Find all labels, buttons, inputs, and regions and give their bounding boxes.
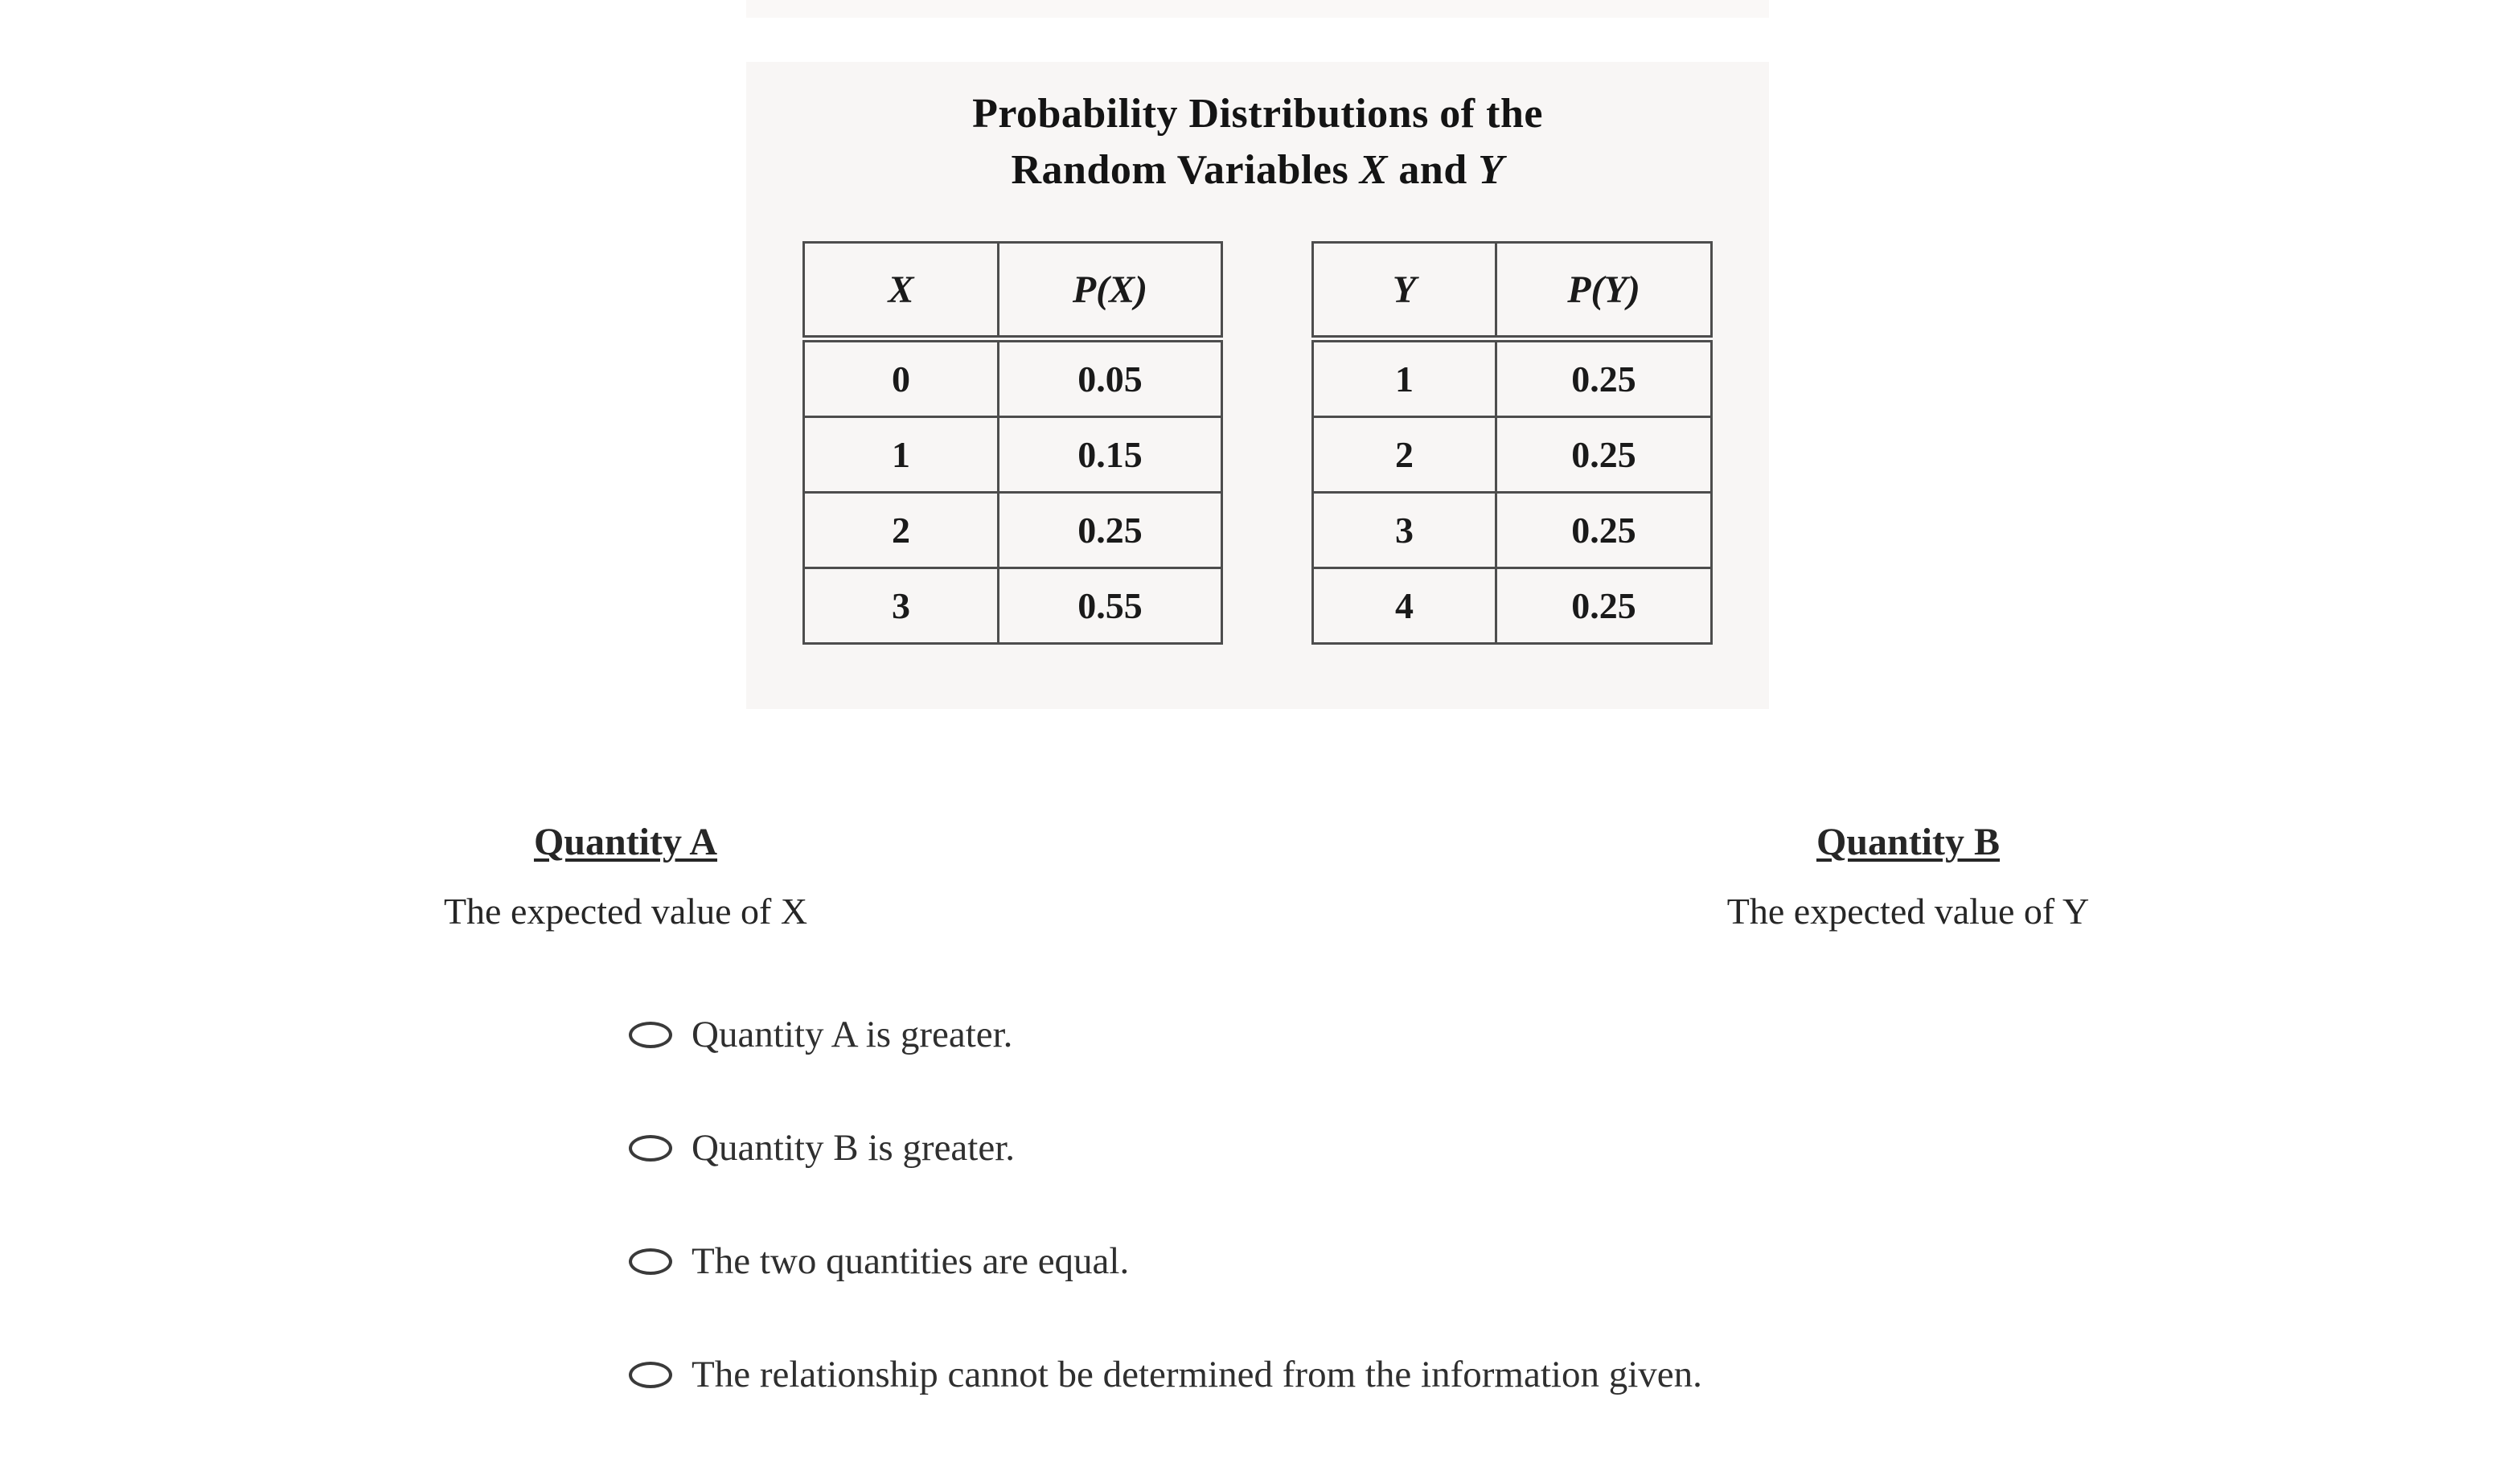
table-row xyxy=(804,339,1222,417)
y-distribution-table xyxy=(1311,241,1713,645)
radio-button[interactable] xyxy=(629,1362,672,1388)
table-header-row xyxy=(804,243,1222,339)
option-label: Quantity B is greater. xyxy=(692,1127,1016,1169)
quantity-a-block xyxy=(408,820,843,932)
table-cell: 1 xyxy=(1313,339,1496,417)
table-cell: 0.55 xyxy=(999,568,1222,644)
table-header-row xyxy=(1313,243,1712,339)
previous-image-bottom-edge xyxy=(746,0,1769,18)
table-cell: 2 xyxy=(1313,417,1496,493)
distribution-tables xyxy=(746,241,1769,645)
quantity-a-label: Quantity A xyxy=(533,821,718,863)
stimulus-title xyxy=(746,86,1769,199)
title-text-part: Random Variables xyxy=(1011,147,1360,193)
stimulus-image xyxy=(746,62,1769,709)
option-label: Quantity A is greater. xyxy=(692,1014,1013,1055)
table-row xyxy=(1313,568,1712,644)
title-text-part: and xyxy=(1387,147,1479,193)
table-row xyxy=(804,493,1222,568)
option-quantity-b-greater[interactable] xyxy=(629,1125,1015,1170)
px-header-cell: P(X) xyxy=(999,243,1222,339)
stimulus-title-line1: Probability Distributions of the xyxy=(972,91,1543,137)
quantity-b-label: Quantity B xyxy=(1816,821,2001,863)
table-cell: 0.25 xyxy=(1496,493,1712,568)
quantity-b-block xyxy=(1691,820,2125,932)
table-cell: 0.15 xyxy=(999,417,1222,493)
quantity-a-description: The expected value of X xyxy=(443,891,808,932)
table-cell: 0 xyxy=(804,339,999,417)
stimulus-title-line2 xyxy=(746,142,1769,199)
title-variable-x: X xyxy=(1359,147,1388,193)
quantity-b-description: The expected value of Y xyxy=(1726,891,2090,932)
table-cell: 2 xyxy=(804,493,999,568)
table-cell: 0.25 xyxy=(1496,568,1712,644)
table-row xyxy=(1313,417,1712,493)
table-row xyxy=(1313,339,1712,417)
table-cell: 0.25 xyxy=(1496,339,1712,417)
table-cell: 3 xyxy=(804,568,999,644)
option-label: The relationship cannot be determined from the information given. xyxy=(692,1354,1702,1395)
option-quantity-a-greater[interactable] xyxy=(629,1012,1012,1057)
title-variable-y: Y xyxy=(1478,147,1504,193)
table-row xyxy=(1313,493,1712,568)
table-cell: 0.25 xyxy=(999,493,1222,568)
table-cell: 3 xyxy=(1313,493,1496,568)
table-row xyxy=(804,568,1222,644)
y-header-cell: Y xyxy=(1313,243,1496,339)
table-cell: 0.05 xyxy=(999,339,1222,417)
x-distribution-table xyxy=(802,241,1223,645)
option-quantities-equal[interactable] xyxy=(629,1239,1129,1284)
radio-button[interactable] xyxy=(629,1248,672,1275)
x-header-cell: X xyxy=(804,243,999,339)
table-row xyxy=(804,417,1222,493)
py-header-cell: P(Y) xyxy=(1496,243,1712,339)
table-cell: 0.25 xyxy=(1496,417,1712,493)
table-cell: 1 xyxy=(804,417,999,493)
table-cell: 4 xyxy=(1313,568,1496,644)
radio-button[interactable] xyxy=(629,1135,672,1162)
radio-button[interactable] xyxy=(629,1022,672,1048)
option-label: The two quantities are equal. xyxy=(692,1240,1130,1282)
option-cannot-be-determined[interactable] xyxy=(629,1352,1702,1397)
